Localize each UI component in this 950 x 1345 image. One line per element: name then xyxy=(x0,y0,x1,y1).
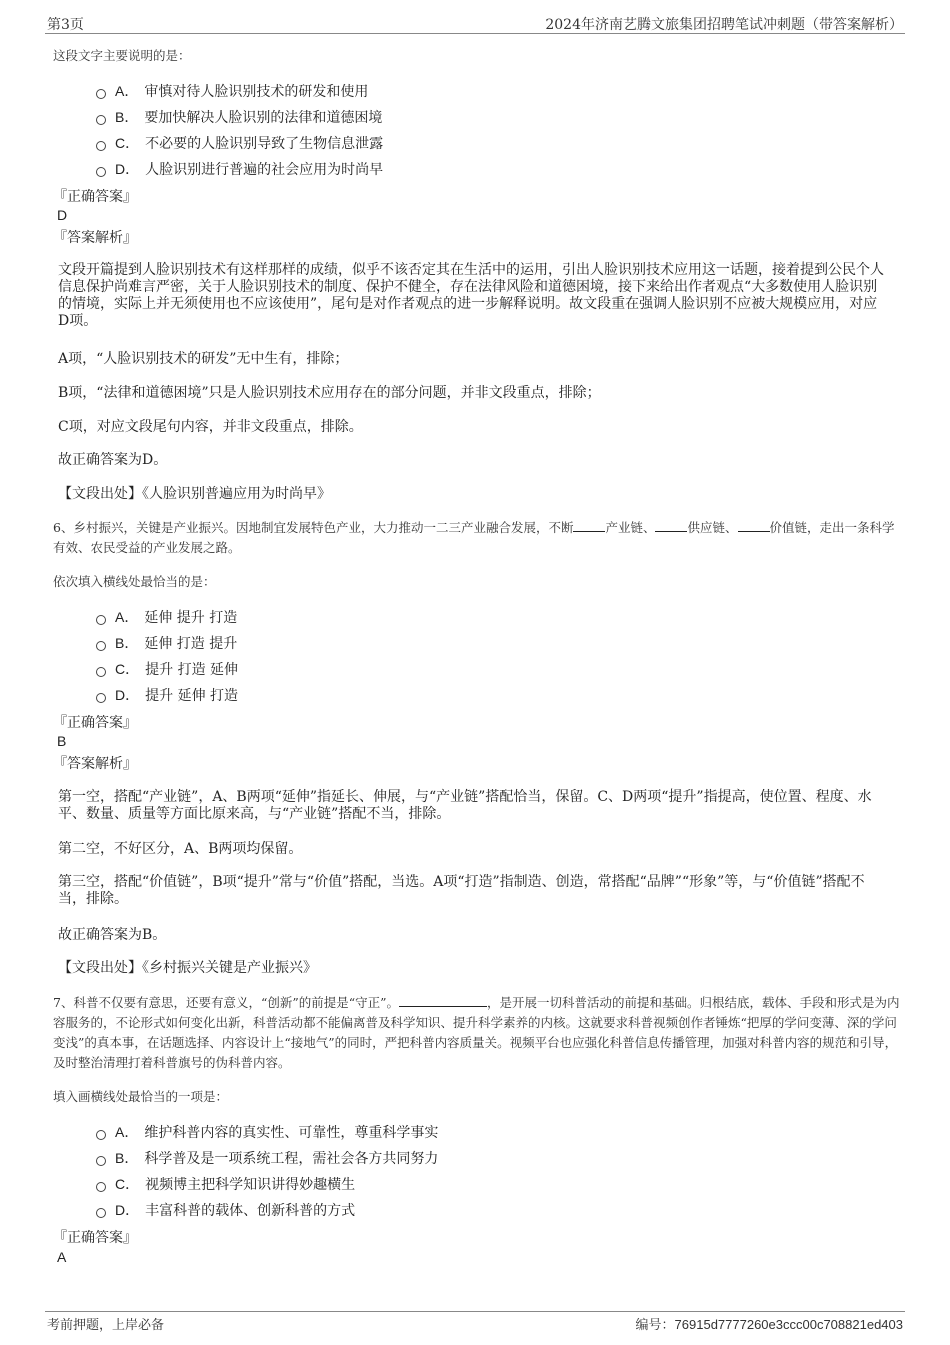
q7-option-a[interactable]: A． 维护科普内容的真实性、可靠性，尊重科学事实 xyxy=(96,1121,438,1143)
radio-icon[interactable] xyxy=(96,89,106,99)
q5-conclusion: 故正确答案为D。 xyxy=(58,452,168,468)
radio-icon[interactable] xyxy=(96,141,106,151)
q7-stem: 7、科普不仅要有意思，还要有意义，“创新”的前提是“守正”。 ，是开展一切科普活动的前提和基础。归根结底，载体、手段和形式是为内容服务的，不论形式如何变化出新，科普活动都不能偏离普及科学知识、提升科学素养的内核。这就要求科普视频创作者锤炼“把厚的学问变薄、深的学问变浅”的真本事，在话题选择、内容设计上“接地气”的同时，严把科普内容质量关。视频平台也应强化科普信息传播管理，加强对科普内容的规范和引导，及时整治清理打着科普旗号的伪科普内容。 xyxy=(53,995,900,1070)
q6-prompt: 依次填入横线处最恰当的是： xyxy=(53,574,216,589)
q7-option-c[interactable]: C． 视频博主把科学知识讲得妙趣横生 xyxy=(96,1173,355,1195)
blank-3 xyxy=(738,519,770,532)
radio-icon[interactable] xyxy=(96,641,106,651)
q6-correct-answer-label: 『正确答案』 xyxy=(53,715,137,731)
q5-prompt: 这段文字主要说明的是： xyxy=(53,48,191,63)
radio-icon[interactable] xyxy=(96,1130,106,1140)
q6-option-c[interactable]: C． 提升 打造 延伸 xyxy=(96,658,238,680)
q6-analysis-third: 第三空，搭配“价值链”，B项“提升”常与“价值”搭配，当选。A项“打造”指制造、创造，常搭配“品牌”“形象”等，与“价值链”搭配不当，排除。 xyxy=(58,874,865,907)
radio-icon[interactable] xyxy=(96,667,106,677)
q6-conclusion: 故正确答案为B。 xyxy=(58,927,167,943)
q5-answer: D xyxy=(57,207,68,223)
q5-source: 【文段出处】《人脸识别普遍应用为时尚早》 xyxy=(58,486,331,502)
radio-icon[interactable] xyxy=(96,615,106,625)
document-code: 编号：76915d7777260e3ccc00c708821ed403 xyxy=(635,1317,903,1333)
radio-icon[interactable] xyxy=(96,693,106,703)
q5-analysis-label: 『答案解析』 xyxy=(53,230,137,246)
q6-analysis-second: 第二空，不好区分，A、B两项均保留。 xyxy=(58,841,303,857)
q5-analysis-b: B项，“法律和道德困境”只是人脸识别技术应用存在的部分问题，并非文段重点，排除； xyxy=(58,385,601,401)
q6-source: 【文段出处】《乡村振兴关键是产业振兴》 xyxy=(58,960,317,976)
q6-option-a[interactable]: A． 延伸 提升 打造 xyxy=(96,606,237,628)
q7-option-d[interactable]: D． 丰富科普的载体、创新科普的方式 xyxy=(96,1199,355,1221)
footer-slogan: 考前押题，上岸必备 xyxy=(47,1318,165,1333)
radio-icon[interactable] xyxy=(96,1208,106,1218)
q7-prompt: 填入画横线处最恰当的一项是： xyxy=(53,1089,229,1104)
blank-1 xyxy=(399,994,487,1007)
q7-correct-answer-label: 『正确答案』 xyxy=(53,1230,137,1246)
page-number: 第3页 xyxy=(47,17,84,33)
q6-option-b[interactable]: B． 延伸 打造 提升 xyxy=(96,632,237,654)
radio-icon[interactable] xyxy=(96,1156,106,1166)
q5-option-d[interactable]: D． 人脸识别进行普遍的社会应用为时尚早 xyxy=(96,158,383,180)
q5-analysis-main: 文段开篇提到人脸识别技术有这样那样的成绩，似乎不该否定其在生活中的运用，引出人脸识别技术应用这一话题，接着提到公民个人信息保护尚难言严密，关于人脸识别技术的制度、保护不健全，存在法律风险和道德困境，接下来给出作者观点“大多数使用人脸识别的情境，实际上并无须使用也不应该使用”，尾句是对作者观点的进一步解释说明。故文段重在强调人脸识别不应被大规模应用，对应D项。 xyxy=(58,262,884,329)
footer-divider xyxy=(45,1311,905,1312)
q5-option-c[interactable]: C． 不必要的人脸识别导致了生物信息泄露 xyxy=(96,132,383,154)
q7-option-b[interactable]: B． 科学普及是一项系统工程，需社会各方共同努力 xyxy=(96,1147,438,1169)
q6-option-d[interactable]: D． 提升 延伸 打造 xyxy=(96,684,238,706)
radio-icon[interactable] xyxy=(96,1182,106,1192)
q5-analysis-a: A项，“人脸识别技术的研发”无中生有，排除； xyxy=(58,351,349,367)
q5-analysis-c: C项，对应文段尾句内容，并非文段重点，排除。 xyxy=(58,419,363,435)
blank-2 xyxy=(655,519,687,532)
document-title: 2024年济南艺腾文旅集团招聘笔试冲刺题（带答案解析） xyxy=(545,17,903,33)
radio-icon[interactable] xyxy=(96,167,106,177)
q6-analysis-first: 第一空，搭配“产业链”，A、B两项“延伸”指延长、伸展，与“产业链”搭配恰当，保留。C、D两项“提升”指提高，使位置、程度、水平、数量、质量等方面比原来高，与“产业链”搭配不当，排除。 xyxy=(58,789,872,822)
q6-analysis-label: 『答案解析』 xyxy=(53,756,137,772)
q5-correct-answer-label: 『正确答案』 xyxy=(53,189,137,205)
blank-1 xyxy=(573,519,605,532)
header-divider xyxy=(45,33,905,34)
q6-answer: B xyxy=(57,733,67,749)
radio-icon[interactable] xyxy=(96,115,106,125)
q6-stem: 6、乡村振兴，关键是产业振兴。因地制宜发展特色产业，大力推动一二三产业融合发展，不断 产业链、 供应链、 价值链，走出一条科学有效、农民受益的产业发展之路。 xyxy=(53,520,895,555)
q5-option-b[interactable]: B． 要加快解决人脸识别的法律和道德困境 xyxy=(96,106,382,128)
q5-option-a[interactable]: A． 审慎对待人脸识别技术的研发和使用 xyxy=(96,80,368,102)
q7-answer: A xyxy=(57,1249,67,1265)
